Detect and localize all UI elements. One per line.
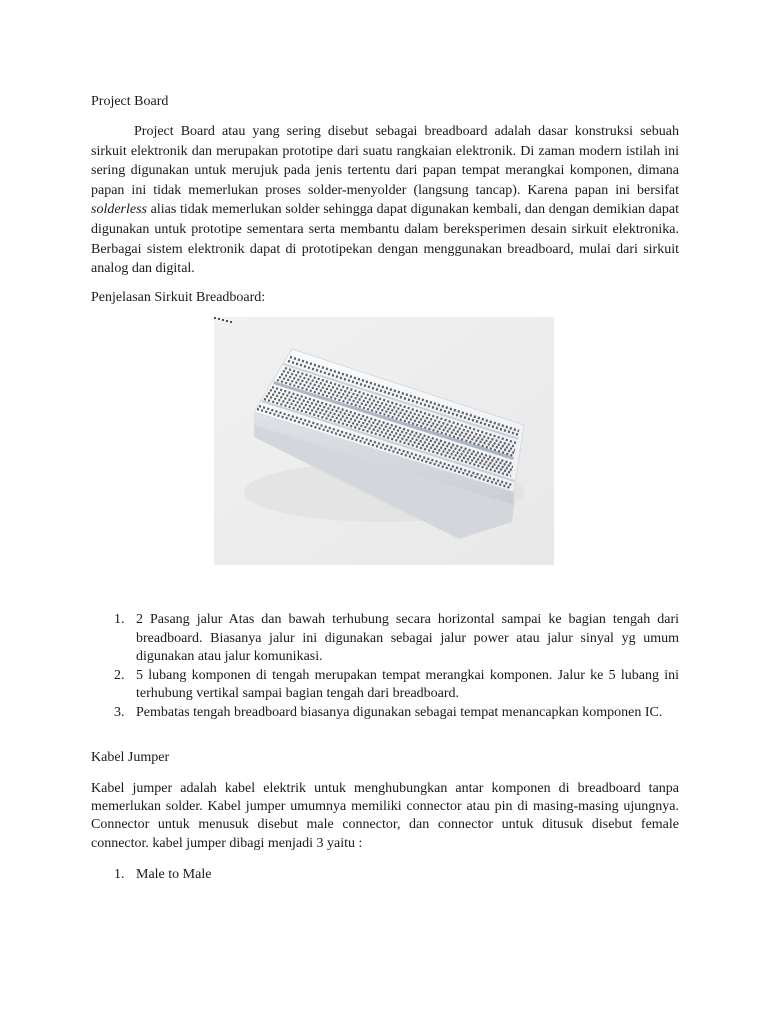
breadboard-photo	[214, 317, 554, 565]
breadboard-explanation-list	[91, 611, 679, 723]
breadboard-illustration	[214, 317, 554, 565]
list-item-number: 1.	[114, 867, 125, 882]
paragraph-text-start: Project Board atau yang sering disebut sebagai breadboard adalah dasar konstruksi sebuah sirkuit elektronik dan merupakan prototipe dari suatu rangkaian elektronik. Di zaman modern istilah ini sering digunakan untuk merujuk pada jenis tertentu dari papan tempat merangkai komponen, dimana papan ini tidak memerlukan proses solder-menyolder (langsung tancap). Karena papan ini bersifat	[91, 124, 679, 198]
list-item-text: Pembatas tengah breadboard biasanya digunakan sebagai tempat menancapkan komponen IC.	[136, 704, 663, 720]
section-title-breadboard-circuit: Penjelasan Sirkuit Breadboard:	[91, 290, 266, 305]
paragraph-project-board	[91, 122, 679, 279]
list-item-number: 2.	[114, 667, 125, 683]
list-item-text: 2 Pasang jalur Atas dan bawah terhubung secara horizontal sampai ke bagian tengah dari breadboard. Biasanya jalur ini digunakan sebagai jalur power atau jalur sinyal yg umum digunakan atau jalur komunikasi.	[136, 612, 679, 665]
list-item-number: 1.	[114, 612, 125, 627]
emphasis-solderless: solderless	[91, 202, 147, 218]
paragraph-kabel-jumper: Kabel jumper adalah kabel elektrik untuk menghubungkan antar komponen di breadboard tanpa memerlukan solder. Kabel jumper umumnya memiliki connector atau pin di masing-masing ujungnya. Connector untuk menusuk disebut male connector, dan connector untuk ditusuk disebut female connector. kabel jumper dibagi menjadi 3 yaitu :	[91, 781, 679, 851]
list-item	[91, 611, 679, 667]
list-item-text: Male to Male	[136, 867, 212, 882]
list-item	[91, 667, 679, 704]
list-item-number: 3.	[114, 704, 125, 720]
paragraph-text-end: alias tidak memerlukan solder sehingga dapat digunakan kembali, dan dengan demikian dapat digunakan untuk prototipe sementara serta membantu dalam bereksperimen desain sirkuit elektronika. Berbagai sistem elektronik dapat di prototipekan dengan menggunakan breadboard, mulai dari sirkuit analog dan digital.	[91, 202, 679, 277]
list-item	[91, 866, 679, 885]
list-item	[91, 704, 679, 723]
list-item-text: 5 lubang komponen di tengah merupakan tempat merangkai komponen. Jalur ke 5 lubang ini terhubung vertikal sampai bagian tengah dari breadboard.	[136, 667, 679, 702]
section-title-project-board: Project Board	[91, 94, 169, 109]
section-title-kabel-jumper: Kabel Jumper	[91, 750, 170, 765]
jumper-type-list	[91, 866, 679, 885]
